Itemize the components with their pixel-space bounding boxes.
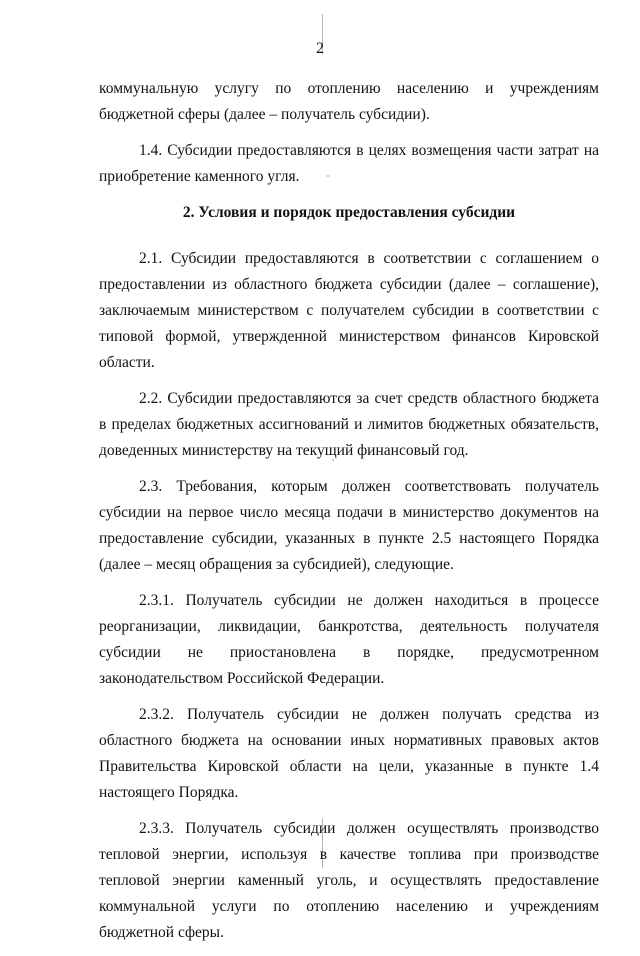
document-body: [99, 76, 599, 956]
paragraph-2-3-2: 2.3.2. Получатель субсидии не должен получать средства из областного бюджета на основании иных нормативных правовых актов Правительства Кировской области на цели, указанные в пункте 1.4 настоящего Порядка.: [99, 706, 599, 801]
paragraph-2-3: 2.3. Требования, которым должен соответствовать получатель субсидии на первое число месяца подачи в министерство документов на предоставление субсидии, указанных в пункте 2.5 настоящего Порядка (далее – месяц обращения за субсидией), следующие.: [99, 478, 599, 573]
paragraph-2-2: 2.2. Субсидии предоставляются за счет средств областного бюджета в пределах бюджетных ассигнований и лимитов бюджетных обязательств, доведенных министерству на текущий финансовый год.: [99, 390, 599, 459]
paragraph-1-4: 1.4. Субсидии предоставляются в целях возмещения части затрат на приобретение каменного угля.: [99, 142, 599, 185]
paragraph-2-1: 2.1. Субсидии предоставляются в соответствии с соглашением о предоставлении из областного бюджета субсидии (далее – соглашение), заключаемым министерством с получателем субсидии в соответствии с типовой формой, утвержденной министерством финансов Кировской области.: [99, 250, 599, 371]
paragraph-continuation: коммунальную услугу по отоплению населению и учреждениям бюджетной сферы (далее – получатель субсидии).: [99, 80, 599, 123]
page-number: 2: [316, 40, 324, 57]
paragraph-2-3-3: 2.3.3. Получатель субсидии должен осуществлять производство тепловой энергии, используя в качестве топлива при производстве тепловой энергии каменный уголь, и осуществлять предоставление коммунальной услуги по отоплению населению и учреждениям бюджетной сферы.: [99, 820, 599, 941]
paragraph-2-3-1: 2.3.1. Получатель субсидии не должен находиться в процессе реорганизации, ликвидации, банкротства, деятельность получателя субсидии не приостановлена в порядке, предусмотренном законодательством Российской Федерации.: [99, 592, 599, 687]
section-2-heading: 2. Условия и порядок предоставления субсидии: [182, 204, 516, 221]
